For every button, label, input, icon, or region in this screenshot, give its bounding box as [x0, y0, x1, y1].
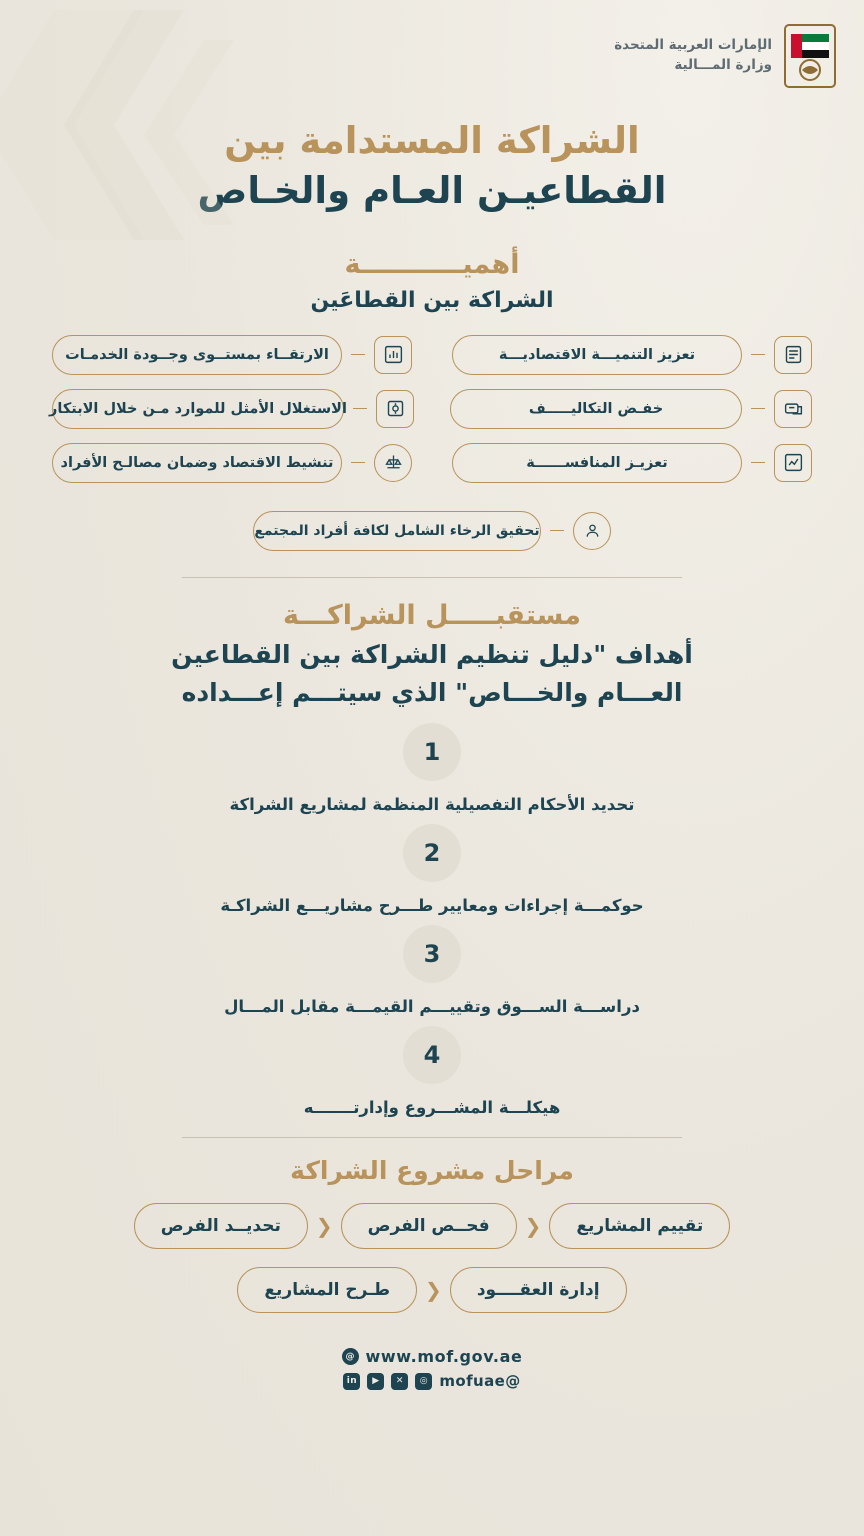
connector-line — [351, 462, 365, 464]
importance-label-0: تعزيز التنميـــة الاقتصاديـــة — [452, 335, 742, 375]
person-idea-icon — [573, 512, 611, 550]
importance-heading — [0, 246, 864, 317]
title-line-2: القطاعيـن العـام والخـاص — [197, 168, 667, 212]
importance-row-1 — [52, 335, 812, 375]
ministry-dept-ar: وزارة المـــالية — [674, 57, 772, 73]
importance-row-2 — [49, 389, 812, 429]
importance-pill-grid — [49, 335, 812, 551]
connector-line — [751, 354, 765, 356]
importance-item-6[interactable] — [253, 511, 611, 551]
divider-bottom — [182, 1137, 682, 1138]
step-1 — [0, 723, 864, 814]
phase-chip-4[interactable]: طـرح المشاريع — [237, 1267, 417, 1313]
importance-item-1[interactable] — [52, 335, 412, 375]
phase-chip-3[interactable]: تقييم المشاريع — [549, 1203, 730, 1249]
importance-label-6: تحقيق الرخاء الشامل لكافة أفراد المجتمع — [253, 511, 541, 551]
phases-row-1 — [0, 1203, 864, 1249]
x-icon[interactable]: ✕ — [391, 1373, 408, 1390]
connector-line — [353, 408, 367, 410]
importance-label-1: الارتقــاء بمستــوى وجــودة الخدمـات — [52, 335, 342, 375]
importance-item-5[interactable] — [52, 443, 412, 483]
importance-heading-line-2: الشراكة بين القطاعَين — [310, 287, 554, 313]
importance-item-2[interactable] — [450, 389, 812, 429]
chevron-left-icon: ❮ — [425, 1278, 442, 1303]
phase-chip-2[interactable]: فحــص الفرص — [341, 1203, 517, 1249]
future-subheading-line-2: العـــام والخـــاص" الذي سيتـــم إعـــداده — [181, 677, 683, 707]
website-line[interactable] — [0, 1347, 864, 1366]
phases-row-2 — [0, 1267, 864, 1313]
importance-label-3: الاستغلال الأمثل للموارد مـن خلال الابتكار — [52, 389, 344, 429]
connector-line — [550, 530, 564, 532]
future-subheading-line-1: أهداف "دليل تنظيم الشراكة بين القطاعين — [171, 640, 693, 670]
step-4 — [0, 1026, 864, 1117]
social-handle[interactable]: @mofuae — [439, 1372, 521, 1391]
step-text: حوكمـــة إجراءات ومعايير طـــرح مشاريـــع الشراكـة — [220, 896, 644, 916]
step-text: تحديد الأحكام التفصيلية المنظمة لمشاريع الشراكة — [229, 795, 635, 815]
coins-icon — [774, 390, 812, 428]
phase-chip-1[interactable]: تحديــد الفرص — [134, 1203, 308, 1249]
phase-chip-5[interactable]: إدارة العقــــود — [450, 1267, 627, 1313]
step-2 — [0, 824, 864, 915]
future-steps — [0, 723, 864, 1117]
linkedin-icon[interactable]: in — [343, 1373, 360, 1390]
importance-item-3[interactable] — [49, 389, 414, 429]
connector-line — [351, 354, 365, 356]
title-line-1: الشراكة المستدامة بين — [224, 119, 640, 162]
step-text: هيكلـــة المشـــروع وإدارتـــــــه — [303, 1098, 561, 1118]
instagram-icon[interactable]: ◎ — [415, 1373, 432, 1390]
step-number: 2 — [403, 824, 461, 882]
divider-top — [182, 577, 682, 578]
importance-heading-line-1: أهميـــــــــــة — [344, 248, 520, 280]
at-icon: @ — [342, 1348, 359, 1365]
chevron-left-icon: ❮ — [315, 1214, 333, 1239]
social-handle-line[interactable] — [0, 1372, 864, 1390]
growth-chart-icon — [774, 444, 812, 482]
step-number: 3 — [403, 925, 461, 983]
step-3 — [0, 925, 864, 1016]
connector-line — [751, 462, 765, 464]
ministry-name-ar: الإمارات العربية المتحدة — [614, 37, 772, 54]
balance-icon — [374, 444, 412, 482]
step-number: 1 — [403, 723, 461, 781]
bar-chart-icon — [374, 336, 412, 374]
importance-label-5: تنشيط الاقتصاد وضمان مصالـح الأفراد — [52, 443, 342, 483]
website-url[interactable]: www.mof.gov.ae — [365, 1347, 523, 1367]
youtube-icon[interactable]: ▶ — [367, 1373, 384, 1390]
phases-heading: مراحل مشروع الشراكة — [290, 1156, 574, 1186]
importance-row-4 — [52, 511, 812, 551]
connector-line — [751, 408, 765, 410]
importance-row-3 — [52, 443, 812, 483]
gear-document-icon — [376, 390, 414, 428]
importance-item-4[interactable] — [452, 443, 812, 483]
future-heading — [0, 596, 864, 712]
importance-label-2: خفـض التكاليـــــف — [450, 389, 742, 429]
page-footer — [0, 1347, 864, 1390]
chevron-left-icon: ❮ — [524, 1214, 542, 1239]
page-header — [0, 0, 864, 90]
document-icon — [774, 336, 812, 374]
future-heading-title: مستقبـــــل الشراكـــة — [283, 599, 581, 631]
uae-emblem-icon — [782, 22, 838, 90]
step-text: دراســـة الســـوق وتقييـــم القيمـــة مقابل المـــال — [224, 997, 640, 1017]
importance-label-4: تعزيـز المنافســــــة — [452, 443, 742, 483]
importance-item-0[interactable] — [452, 335, 812, 375]
page-title — [0, 116, 864, 216]
step-number: 4 — [403, 1026, 461, 1084]
